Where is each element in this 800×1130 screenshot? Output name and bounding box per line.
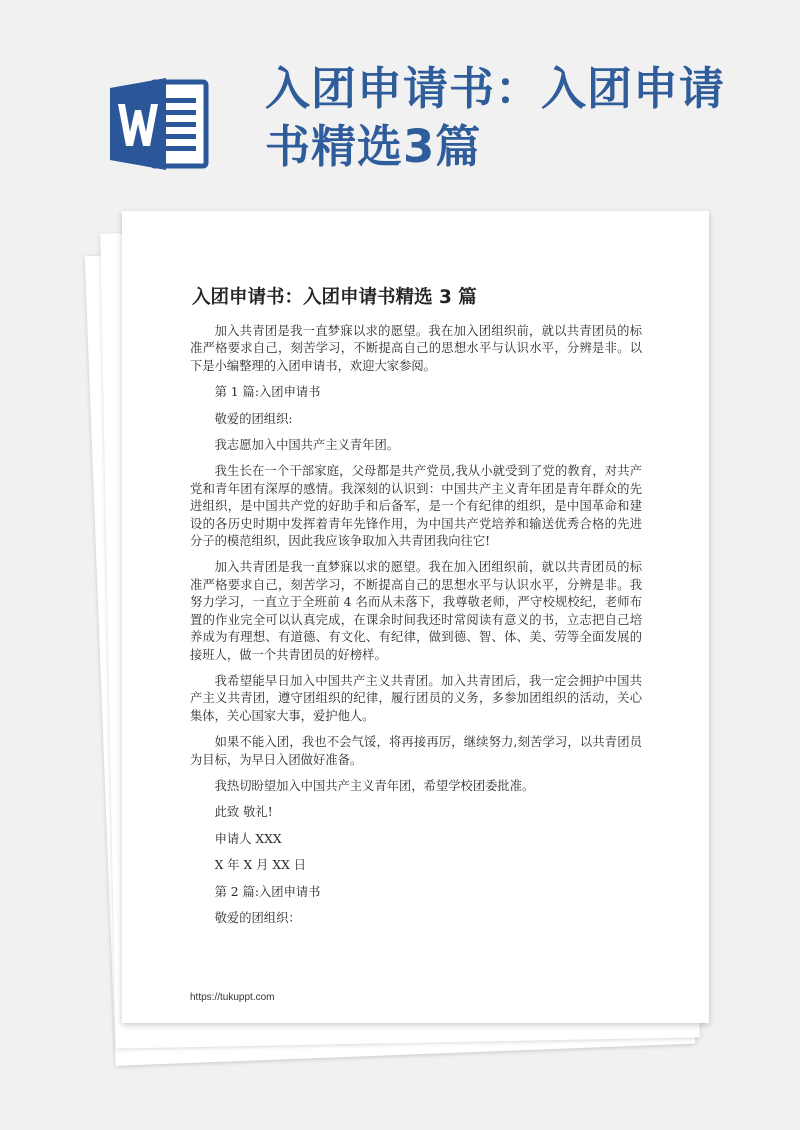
section-heading-1: 第 1 篇:入团申请书	[214, 385, 321, 400]
paragraph: 我热切盼望加入中国共产主义青年团，希望学校团委批准。	[214, 778, 535, 793]
paragraph: 我生长在一个干部家庭，父母都是共产党员,我从小就受到了党的教育，对共产党和青年团有深厚的感情。我深刻的认识到：中国共产主义青年团是青年群众的先进组织，是中国共产党的好助手和后备军，是一个有纪律的组织，是中国革命和建设的各历史时期中发挥着青年先锋作用，为中国共产党培养和输送优秀合格的先进分子的模范组织，因此我应该争取加入共青团我向往它!	[190, 464, 642, 549]
page-title-line-1: 入团申请书：入团申请	[265, 62, 726, 115]
salutation: 敬爱的团组织:	[214, 411, 293, 426]
page-title-line-2: 书精选3篇	[265, 120, 482, 173]
page-header	[0, 0, 800, 230]
paragraph: 我希望能早日加入中国共产主义共青团。加入共青团后，我一定会拥护中国共产主义共青团，遵守团组织的纪律，履行团员的义务，多参加团组织的活动，关心集体，关心国家大事，爱护他人。	[190, 673, 642, 723]
footer-url: https://tukuppt.com	[190, 992, 275, 1003]
paragraph: 加入共青团是我一直梦寐以求的愿望。我在加入团组织前，就以共青团员的标准严格要求自己，刻苦学习，不断提高自己的思想水平与认识水平，分辨是非。我努力学习，一直立于全班前 4 名而从未落下，我尊敬老师，严守校规校纪，老师布置的作业完全可以认真完成，在课余时间我还时常阅读有意义的书，立志把自己培养成为有理想、有道德、有文化、有纪律，做到德、智、体、美、劳等全面发展的接班人，做一个共青团员的好榜样。	[190, 560, 642, 662]
document-title: 入团申请书：入团申请书精选 3 篇	[192, 287, 477, 308]
signature: 申请人 XXX	[214, 831, 282, 846]
document-page	[122, 211, 709, 1023]
closing: 此致 敬礼!	[214, 805, 273, 820]
section-heading-2: 第 2 篇:入团申请书	[214, 884, 321, 899]
paragraph: 如果不能入团，我也不会气馁，将再接再厉，继续努力,刻苦学习，以共青团员为目标，为早日入团做好准备。	[190, 735, 642, 767]
salutation: 敬爱的团组织：	[214, 910, 301, 925]
page-title	[265, 60, 785, 176]
document-body	[190, 323, 642, 936]
paragraph-intro: 加入共青团是我一直梦寐以求的愿望。我在加入团组织前，就以共青团员的标准严格要求自己，刻苦学习，不断提高自己的思想水平与认识水平，分辨是非。以下是小编整理的入团申请书，欢迎大家参阅。	[190, 324, 642, 373]
paragraph: 我志愿加入中国共产主义青年团。	[214, 438, 400, 453]
date-line: X 年 X 月 XX 日	[214, 858, 307, 873]
word-document-icon	[106, 74, 214, 174]
